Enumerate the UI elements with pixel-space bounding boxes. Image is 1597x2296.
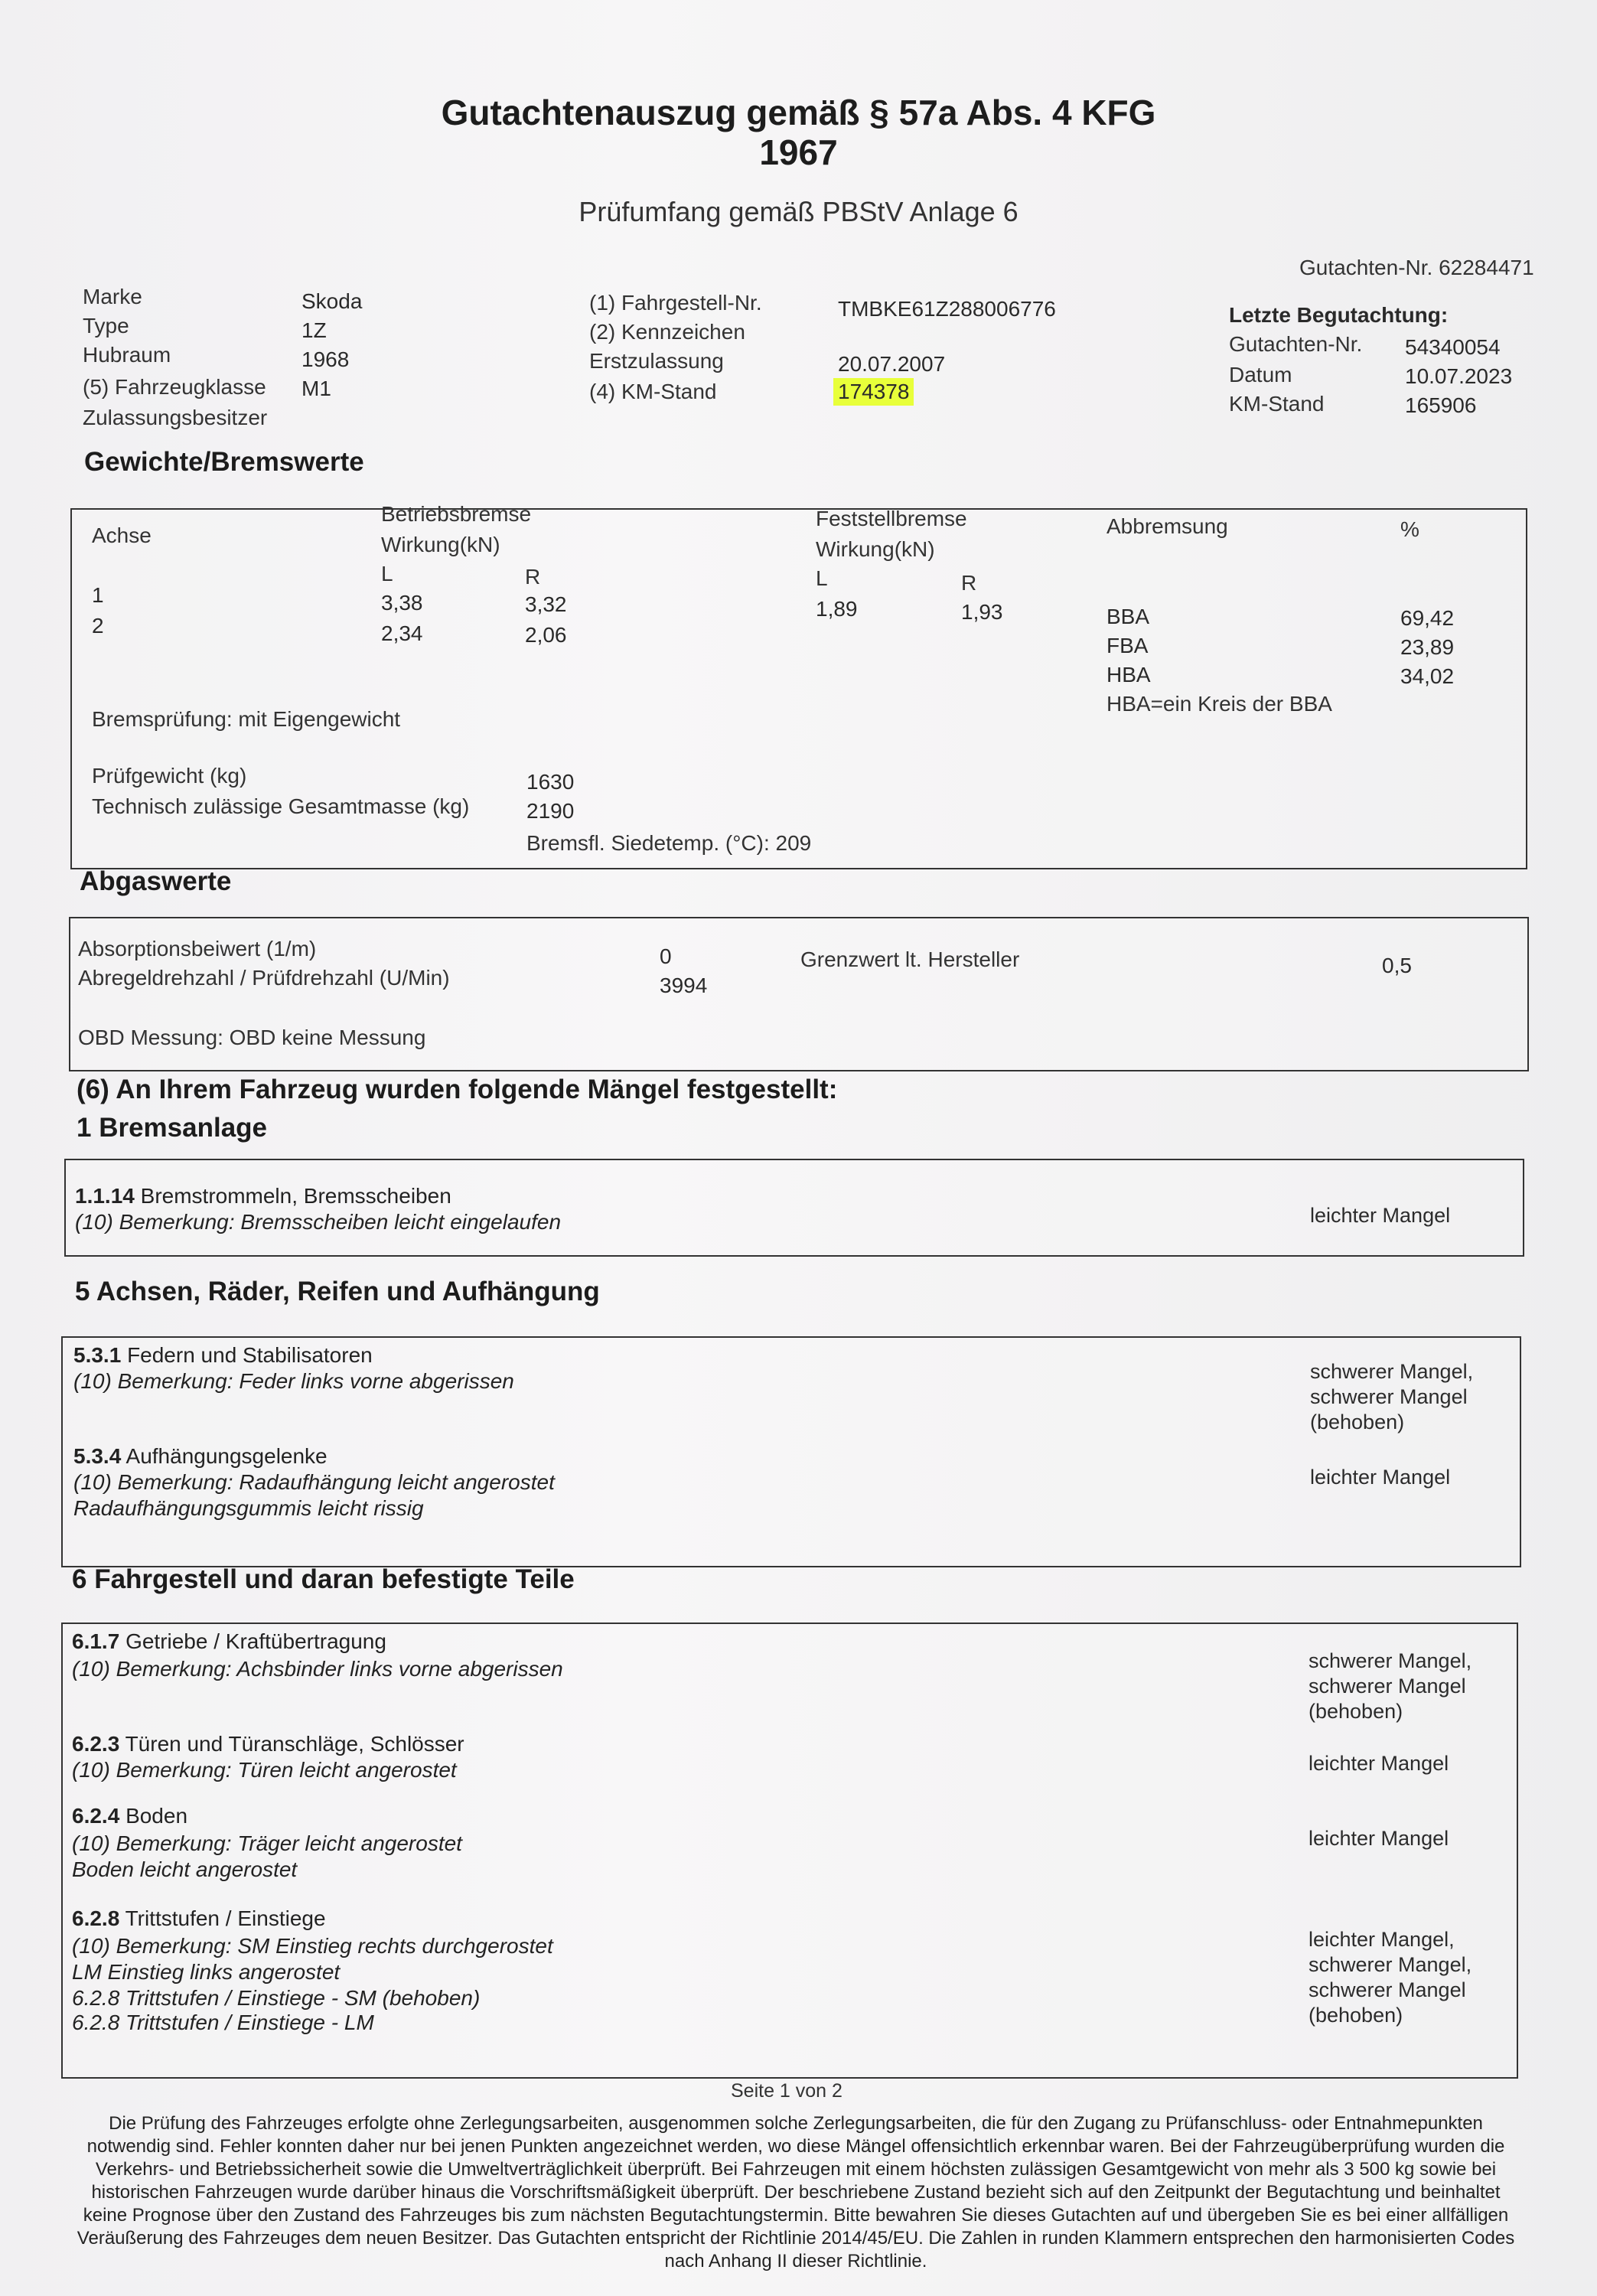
obd-measurement: OBD Messung: OBD keine Messung	[78, 1026, 426, 1049]
defect-name: Getriebe / Kraftübertragung	[125, 1629, 386, 1653]
label-fahrzeugklasse: (5) Fahrzeugklasse	[83, 375, 266, 399]
defect-name: Trittstufen / Einstiege	[125, 1906, 326, 1930]
service-l-header: L	[381, 562, 393, 585]
gross-mass-value: 2190	[526, 799, 575, 823]
defect-remark: (10) Bemerkung: Radaufhängung leicht angerostet	[73, 1470, 555, 1494]
value-type: 1Z	[301, 318, 327, 342]
label-type: Type	[83, 314, 129, 338]
axle-1-parking-l: 1,89	[816, 597, 858, 621]
defect-severity: schwerer Mangel, schwerer Mangel (behoben)	[1309, 1649, 1472, 1723]
value-erstzulassung: 20.07.2007	[838, 352, 946, 376]
bba-value: 69,42	[1400, 606, 1455, 630]
service-r-header: R	[525, 565, 541, 589]
defect-name: Bremstrommeln, Bremsscheiben	[140, 1184, 451, 1208]
value-fahrgestell-nr: TMBKE61Z288006776	[838, 297, 1056, 321]
label-last-km-stand: KM-Stand	[1229, 392, 1325, 416]
last-inspection-heading: Letzte Begutachtung:	[1229, 303, 1449, 327]
defect-code: 6.2.8	[72, 1906, 120, 1930]
label-marke: Marke	[83, 285, 142, 308]
axle-2-service-l: 2,34	[381, 621, 423, 645]
value-last-datum: 10.07.2023	[1405, 364, 1513, 388]
braking-header: Abbremsung	[1106, 514, 1228, 538]
fba-label: FBA	[1106, 634, 1149, 657]
defect-severity: leichter Mangel	[1309, 1827, 1449, 1850]
test-weight-label: Prüfgewicht (kg)	[92, 764, 247, 788]
defect-remark: (10) Bemerkung: Achsbinder links vorne abgerissen	[72, 1657, 563, 1681]
fba-value: 23,89	[1400, 635, 1455, 659]
value-last-gutachten-nr: 54340054	[1405, 335, 1501, 359]
defect-severity: leichter Mangel	[1310, 1204, 1451, 1227]
bba-label: BBA	[1106, 605, 1150, 628]
label-last-datum: Datum	[1229, 363, 1292, 386]
defect-code: 5.3.1	[73, 1343, 122, 1367]
defect-name: Federn und Stabilisatoren	[127, 1343, 373, 1367]
defect-remark: Radaufhängungsgummis leicht rissig	[73, 1496, 424, 1520]
percent-header: %	[1400, 517, 1419, 541]
axle-1-service-r: 3,32	[525, 592, 567, 616]
absorption-label: Absorptionsbeiwert (1/m)	[78, 937, 317, 960]
parking-l-header: L	[816, 566, 828, 590]
brake-test-mode: Bremsprüfung: mit Eigengewicht	[92, 707, 401, 731]
service-brake-effect-header: Wirkung(kN)	[381, 533, 500, 556]
label-fahrgestell-nr: (1) Fahrgestell-Nr.	[589, 291, 762, 315]
label-hubraum: Hubraum	[83, 343, 171, 367]
legal-disclaimer: Die Prüfung des Fahrzeuges erfolgte ohne Zerlegungsarbeiten, ausgenommen solche Zerlegungsarbeiten, die für den Zugang zu Prüfanschluss- oder Entnahmepunkten notwendig sind. Fehler konnten daher nur bei jenen Punkten angezeichnet werden, wo diese Mängel offensichtlich erkennbar waren. Bei der Fahrzeugüberprüfung wurden die Verkehrs- und Betriebssicherheit sowie die Umweltverträglichkeit überprüft. Bei Fahrzeugen mit einem höchsten zulässigen Gesamtgewicht von mehr als 3 500 kg sowie bei historischen Fahrzeugen wurde darüber hinaus die Vorschriftsmäßigkeit überprüft. Der beschriebene Zustand bezieht sich auf den Zeitpunkt der Begutachtung und beinhaltet keine Prognose über den Zustand des Fahrzeuges bis zum nächsten Begutachtungstermin. Bitte bewahren Sie dieses Gutachten auf und übergeben Sie es bei einer allfälligen Veräußerung des Fahrzeuges dem neuen Besitzer. Das Gutachten entspricht der Richtlinie 2014/45/EU. Die Zahlen in runden Klammern entsprechen den harmonisierten Codes nach Anhang II dieser Richtlinie.	[77, 2113, 1515, 2272]
defect-remark: (10) Bemerkung: Bremsscheiben leicht eingelaufen	[75, 1210, 562, 1234]
hba-label: HBA	[1106, 663, 1151, 687]
label-erstzulassung: Erstzulassung	[589, 349, 724, 373]
defect-severity: schwerer Mangel, schwerer Mangel (behoben)	[1310, 1360, 1474, 1433]
defect-code: 6.2.3	[72, 1732, 120, 1756]
defect-name: Türen und Türanschläge, Schlösser	[125, 1732, 464, 1756]
defect-severity: leichter Mangel	[1310, 1466, 1451, 1489]
defect-code: 5.3.4	[73, 1444, 122, 1468]
test-weight-value: 1630	[526, 770, 575, 794]
parking-r-header: R	[961, 571, 977, 595]
brake-fluid-boiling-temp: Bremsfl. Siedetemp. (°C): 209	[526, 831, 812, 855]
defect-name: Aufhängungsgelenke	[125, 1444, 328, 1468]
value-km-stand-highlighted: 174378	[833, 378, 914, 406]
axle-2-service-r: 2,06	[525, 623, 567, 647]
axle-1-service-l: 3,38	[381, 591, 423, 615]
axle-2-label: 2	[92, 614, 104, 638]
document-title: Gutachtenauszug gemäß § 57a Abs. 4 KFG	[441, 93, 1156, 132]
defect-code: 6.1.7	[72, 1629, 120, 1653]
document-title-year: 1967	[759, 132, 838, 172]
label-last-gutachten-nr: Gutachten-Nr.	[1229, 332, 1363, 356]
defect-severity: leichter Mangel, schwerer Mangel, schwerer Mangel (behoben)	[1309, 1928, 1472, 2027]
label-kennzeichen: (2) Kennzeichen	[589, 320, 745, 344]
hba-note: HBA=ein Kreis der BBA	[1106, 692, 1332, 716]
defect-name: Boden	[125, 1804, 188, 1828]
service-brake-header: Betriebsbremse	[381, 502, 532, 526]
rpm-value: 3994	[660, 974, 708, 997]
parking-brake-header: Feststellbremse	[816, 507, 967, 530]
document-subtitle: Prüfumfang gemäß PBStV Anlage 6	[579, 196, 1018, 227]
defect-remark: LM Einstieg links angerostet	[72, 1960, 341, 1984]
defect-remark: 6.2.8 Trittstufen / Einstiege - SM (behoben)	[72, 1986, 481, 2010]
axle-1-parking-r: 1,93	[961, 600, 1003, 624]
value-hubraum: 1968	[301, 347, 350, 371]
parking-brake-effect-header: Wirkung(kN)	[816, 537, 935, 561]
defect-code: 6.2.4	[72, 1804, 120, 1828]
defect-remark: Boden leicht angerostet	[72, 1857, 298, 1881]
defects-heading: (6) An Ihrem Fahrzeug wurden folgende Mängel festgestellt:	[77, 1075, 838, 1104]
defect-group-title: 6 Fahrgestell und daran befestigte Teile	[72, 1564, 575, 1594]
brakes-heading: Gewichte/Bremswerte	[84, 447, 364, 477]
value-last-km-stand: 165906	[1405, 393, 1477, 417]
limit-value: 0,5	[1382, 954, 1412, 977]
limit-label: Grenzwert lt. Hersteller	[800, 947, 1020, 971]
report-number: Gutachten-Nr. 62284471	[1299, 256, 1534, 279]
defect-remark: (10) Bemerkung: Träger leicht angerostet	[72, 1831, 462, 1855]
emissions-heading: Abgaswerte	[80, 866, 232, 896]
defect-group-title: 1 Bremsanlage	[77, 1113, 268, 1143]
defect-remark: 6.2.8 Trittstufen / Einstiege - LM	[72, 2011, 374, 2034]
defect-remark: (10) Bemerkung: Feder links vorne abgerissen	[73, 1369, 514, 1393]
hba-value: 34,02	[1400, 664, 1455, 688]
defect-remark: (10) Bemerkung: SM Einstieg rechts durchgerostet	[72, 1934, 553, 1958]
label-zulassungsbesitzer: Zulassungsbesitzer	[83, 406, 268, 429]
label-km-stand: (4) KM-Stand	[589, 380, 717, 403]
value-marke: Skoda	[301, 289, 363, 313]
rpm-label: Abregeldrehzahl / Prüfdrehzahl (U/Min)	[78, 966, 450, 990]
absorption-value: 0	[660, 944, 672, 968]
defect-code: 1.1.14	[75, 1184, 135, 1208]
defect-remark: (10) Bemerkung: Türen leicht angerostet	[72, 1758, 457, 1782]
axle-1-label: 1	[92, 583, 104, 607]
defect-severity: leichter Mangel	[1309, 1752, 1449, 1775]
value-fahrzeugklasse: M1	[301, 377, 331, 400]
defect-group-title: 5 Achsen, Räder, Reifen und Aufhängung	[75, 1277, 600, 1306]
gross-mass-label: Technisch zulässige Gesamtmasse (kg)	[92, 794, 470, 818]
page-number: Seite 1 von 2	[731, 2080, 842, 2102]
achse-header: Achse	[92, 523, 152, 547]
